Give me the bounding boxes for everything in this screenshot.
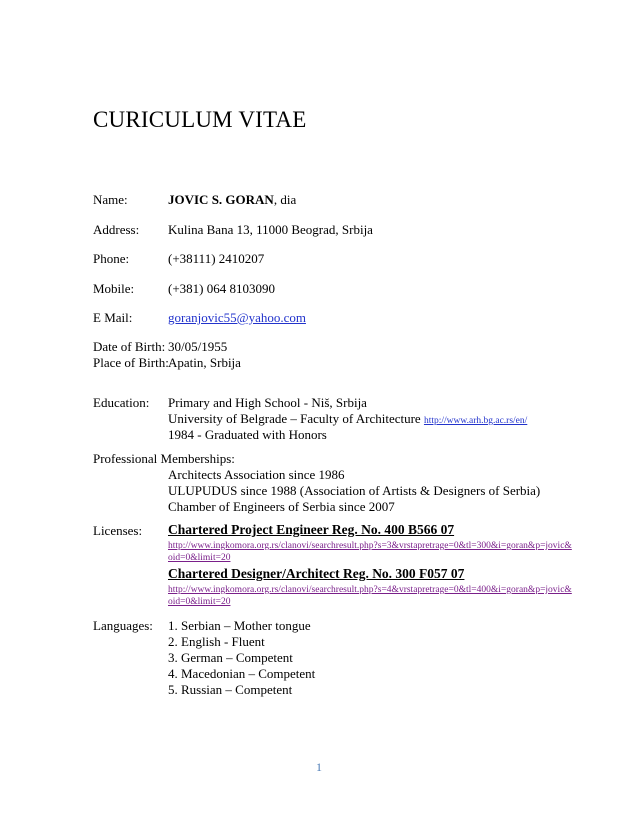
language-item: 2. English - Fluent <box>168 634 265 649</box>
memberships-label: Professional Memberships: <box>93 451 235 466</box>
membership-item: Architects Association since 1986 <box>168 467 345 482</box>
email-link[interactable]: goranjovic55@yahoo.com <box>168 310 306 325</box>
languages-label: Languages: <box>93 618 153 633</box>
address-label: Address: <box>93 222 140 237</box>
education-line-2-text: University of Belgrade – Faculty of Architecture <box>168 411 421 426</box>
education-line-1: Primary and High School - Niš, Srbija <box>168 395 367 410</box>
page-title: CURICULUM VITAE <box>93 107 307 132</box>
mobile-label: Mobile: <box>93 281 135 296</box>
birth-date-label: Date of Birth: <box>93 339 166 354</box>
language-item: 3. German – Competent <box>168 650 293 665</box>
name-value <box>168 192 296 208</box>
birth-place-label: Place of Birth: <box>93 355 169 370</box>
license-1-link-line-1[interactable]: http://www.ingkomora.org.rs/clanovi/searchresult.php?s=3&vrstapretrage=0&tl=300&i=goran&p=jovic& <box>168 541 572 551</box>
faculty-link[interactable]: http://www.arh.bg.ac.rs/en/ <box>423 416 528 426</box>
license-1-title: Chartered Project Engineer Reg. No. 400 B566 07 <box>168 522 455 537</box>
birth-date-value: 30/05/1955 <box>168 339 228 354</box>
education-line-2 <box>168 411 527 427</box>
license-1-link-line-2[interactable]: oid=0&limit=20 <box>168 553 231 563</box>
phone-label: Phone: <box>93 251 130 266</box>
name-label: Name: <box>93 192 128 207</box>
membership-item: Chamber of Engineers of Serbia since 2007 <box>168 499 395 514</box>
licenses-label: Licenses: <box>93 523 143 538</box>
mobile-value: (+381) 064 8103090 <box>168 281 275 296</box>
birth-place-value: Apatin, Srbija <box>168 355 241 370</box>
license-2-link-line-1[interactable]: http://www.ingkomora.org.rs/clanovi/searchresult.php?s=4&vrstapretrage=0&tl=400&i=goran&p=jovic& <box>168 585 572 595</box>
address-value: Kulina Bana 13, 11000 Beograd, Srbija <box>168 222 373 237</box>
name-suffix: , dia <box>273 192 297 207</box>
license-2-title: Chartered Designer/Architect Reg. No. 300 F057 07 <box>168 566 465 581</box>
phone-value: (+38111) 2410207 <box>168 251 265 266</box>
page-number: 1 <box>316 760 322 774</box>
language-item: 1. Serbian – Mother tongue <box>168 618 311 633</box>
license-2-link-line-2[interactable]: oid=0&limit=20 <box>168 597 231 607</box>
email-label: E Mail: <box>93 310 133 325</box>
membership-item: ULUPUDUS since 1988 (Association of Artists & Designers of Serbia) <box>168 483 541 498</box>
language-item: 4. Macedonian – Competent <box>168 666 316 681</box>
education-line-3: 1984 - Graduated with Honors <box>168 427 327 442</box>
name-bold: JOVIC S. GORAN <box>168 192 274 207</box>
language-item: 5. Russian – Competent <box>168 682 293 697</box>
education-label: Education: <box>93 395 150 410</box>
